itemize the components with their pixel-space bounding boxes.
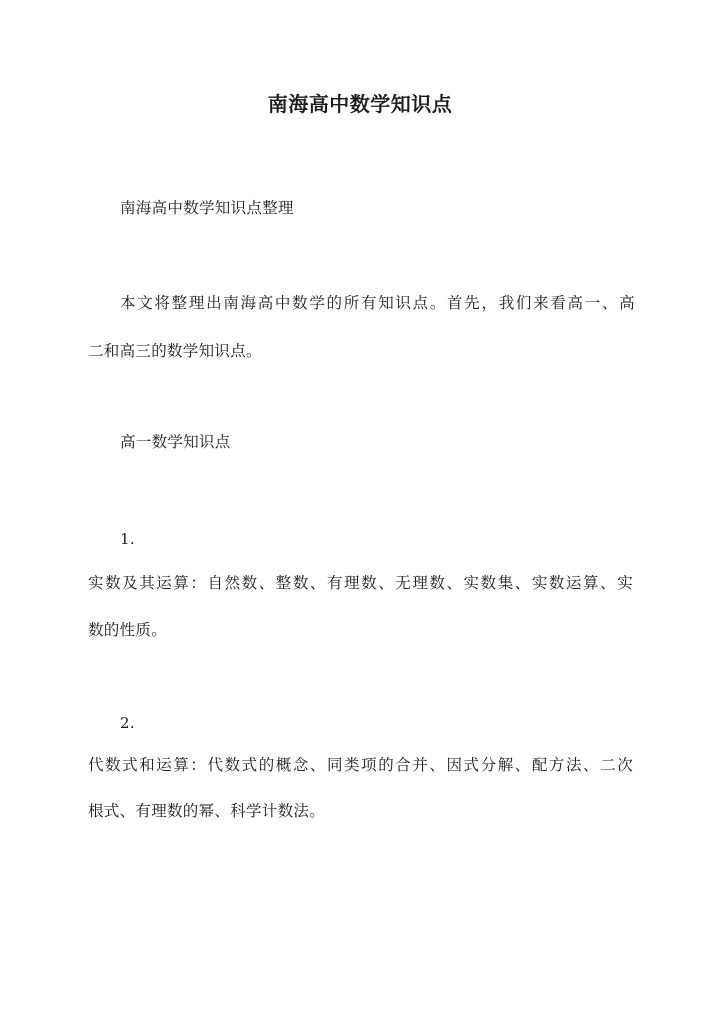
list-item-1-line-1: 实数及其运算：自然数、整数、有理数、无理数、实数集、实数运算、实 <box>88 574 633 592</box>
list-item-2-line-1: 代数式和运算：代数式的概念、同类项的合并、因式分解、配方法、二次 <box>88 756 633 774</box>
intro-line-1: 本文将整理出南海高中数学的所有知识点。首先，我们来看高一、高 <box>120 294 635 312</box>
list-item-2-line-2: 根式、有理数的幂、科学计数法。 <box>88 802 326 820</box>
document-title: 南海高中数学知识点 <box>267 92 453 116</box>
list-item-number-1: 1. <box>120 530 135 548</box>
section-heading: 高一数学知识点 <box>120 433 231 451</box>
list-item-1-line-2: 数的性质。 <box>88 621 168 639</box>
list-item-number-2: 2. <box>120 714 135 732</box>
intro-line-2: 二和高三的数学知识点。 <box>88 342 262 360</box>
document-subtitle: 南海高中数学知识点整理 <box>120 199 294 217</box>
